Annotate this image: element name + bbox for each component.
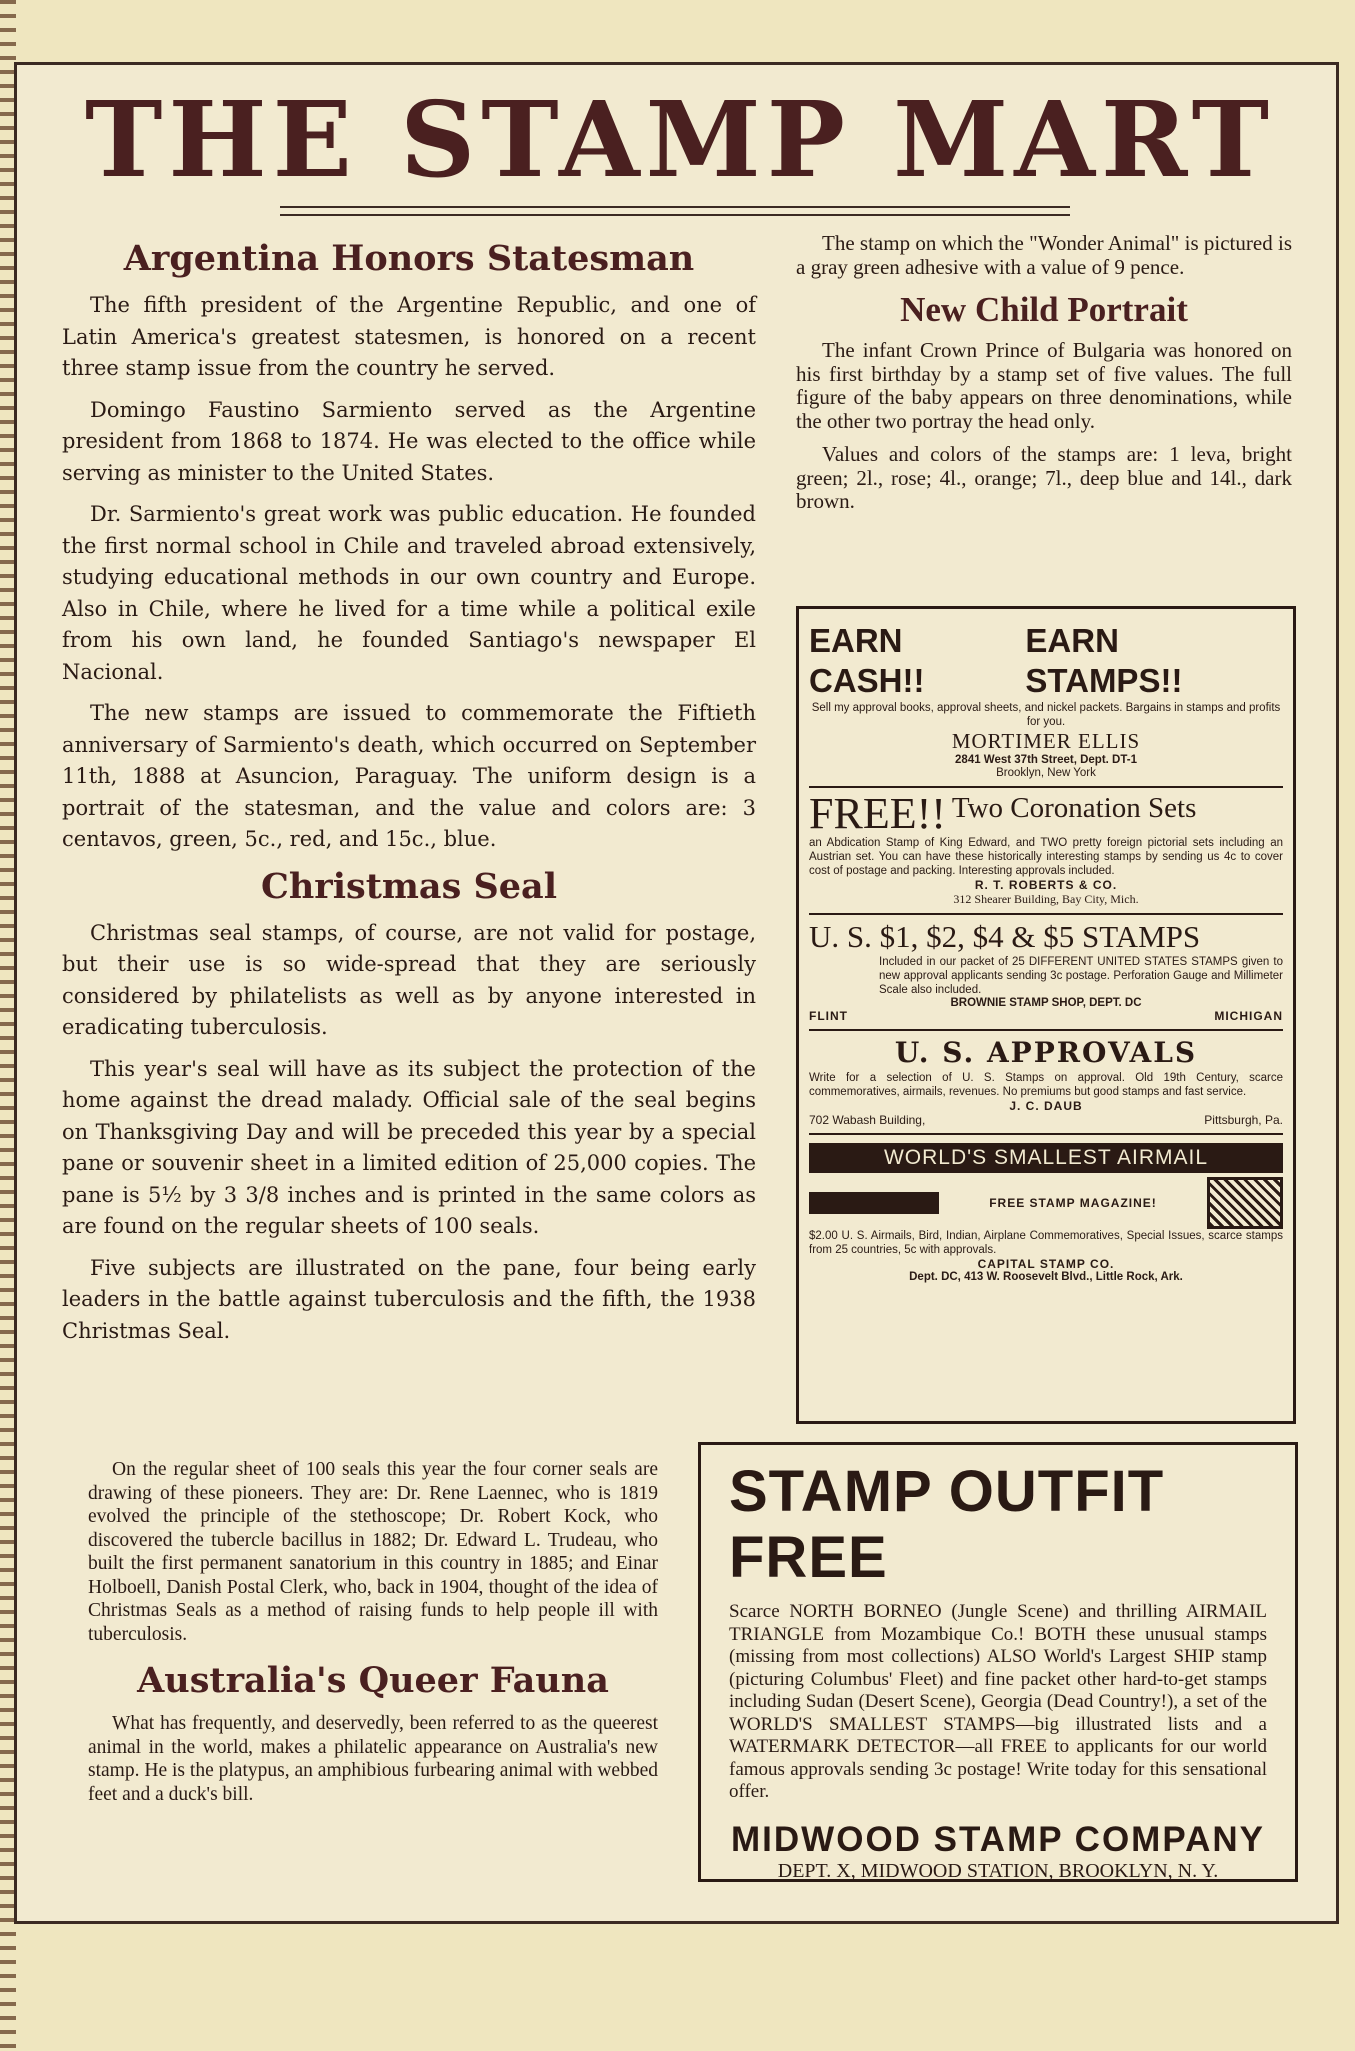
ad-brownie-city-left: FLINT — [809, 1009, 848, 1023]
australia-heading: Australia's Queer Fauna — [137, 1660, 609, 1701]
ad-daub-address-right: Pittsburgh, Pa. — [1204, 1113, 1283, 1127]
ad-roberts — [809, 788, 1283, 915]
ad-ellis-city: Brooklyn, New York — [996, 767, 1096, 779]
ad-roberts-title: Two Coronation Sets — [951, 792, 1197, 824]
christmas-paragraph: This year's seal will have as its subject the protection of the home against the dread malady. Official sale of the seal begins on Thanksgiving Day and will be preceded this year by a special pane or souvenir sheet in a limited edition of 25,000 copies. The pane is 5½ by 3 3/8 inches and is printed in the same colors as are found on the regular sheets of 100 seals. — [62, 1056, 756, 1238]
outfit-title: STAMP OUTFIT FREE — [729, 1459, 1165, 1590]
ad-daub-name: J. C. DAUB — [1009, 1099, 1083, 1113]
ad-ellis-name: MORTIMER ELLIS — [951, 729, 1141, 753]
child-portrait-paragraph: Values and colors of the stamps are: 1 leva, bright green; 2l., rose; 4l., orange; 7l., deep blue and 14l., dark brown. — [796, 442, 1292, 513]
ad-daub-head: U. S. APPROVALS — [894, 1036, 1198, 1069]
christmas-paragraph: Christmas seal stamps, of course, are not valid for postage, but their use is so wide-spread that they are seriously considered by philatelists as well as by anyone interested in eradicating tuberculosis. — [62, 920, 756, 1039]
airmail-plane-icon — [809, 1192, 939, 1214]
right-column — [796, 232, 1292, 524]
argentina-heading: Argentina Honors Statesman — [123, 238, 695, 279]
ad-brownie-name: BROWNIE STAMP SHOP, DEPT. DC — [950, 997, 1142, 1009]
child-portrait-heading: New Child Portrait — [900, 290, 1188, 329]
masthead-rule — [280, 206, 1070, 216]
ad-daub — [809, 1031, 1283, 1135]
ad-brownie — [809, 915, 1283, 1031]
ad-brownie-head: U. S. $1, $2, $4 & $5 STAMPS — [809, 919, 1201, 954]
ad-capital-name: CAPITAL STAMP CO. — [977, 1257, 1115, 1271]
argentina-paragraph: The new stamps are issued to commemorate the Fiftieth anniversary of Sarmiento's death, which occurred on September 11th, 1888 at Asuncion, Paraguay. The uniform design is a portrait of the statesman, and the value and colors are: 3 centavos, green, 5c., red, and 15c., blue. — [62, 701, 756, 851]
argentina-paragraph: Dr. Sarmiento's great work was public education. He founded the first normal school in Chile and traveled abroad extensively, studying educational methods in our own country and Europe. Also in Chile, where he lived for a time while a political exile from his own land, he founded Santiago's newspaper El Nacional. — [62, 502, 756, 684]
argentina-paragraph: Domingo Faustino Sarmiento served as the Argentine president from 1868 to 1874. He was elected to the office while serving as minister to the United States. — [62, 397, 756, 485]
left-lower-column — [88, 1458, 658, 1812]
pioneers-paragraph: On the regular sheet of 100 seals this year the four corner seals are drawing of these pioneers. They are: Dr. Rene Laennec, who is 1819 evolved the principle of the stethoscope; Dr. Robert Kock, who discovered the tubercle bacillus in 1882; Dr. Edward L. Trudeau, who built the first permanent sanatorium in this country in 1885; and Einar Holboell, Danish Postal Clerk, who, back in 1904, thought of the idea of Christmas Seals as a method of raising funds to help people ill with tuberculosis. — [88, 1459, 658, 1645]
ad-mortimer-ellis — [809, 617, 1283, 788]
ad-ellis-head-right: EARN STAMPS!! — [1025, 622, 1183, 699]
christmas-paragraph: Five subjects are illustrated on the pane, four being early leaders in the battle against tuberculosis and the fifth, the 1938 Christmas Seal. — [62, 1255, 756, 1343]
ad-roberts-address: 312 Shearer Building, Bay City, Mich. — [953, 892, 1139, 906]
ad-capital-magazine: FREE STAMP MAGAZINE! — [989, 1196, 1157, 1210]
ad-roberts-body: an Abdication Stamp of King Edward, and TWO pretty foreign pictorial sets including an Austrian set. You can have these historically interesting stamps by sending us 4c to cover cost of postage and packing. Interesting approvals included. — [809, 837, 1283, 877]
christmas-heading: Christmas Seal — [260, 865, 558, 907]
masthead-title: THE STAMP MART — [85, 78, 1275, 201]
ad-daub-body: Write for a selection of U. S. Stamps on approval. Old 19th Century, scarce commemoratives, airmails, revenues. No premiums but good stamps and fast service. — [809, 1072, 1283, 1098]
child-portrait-paragraph: The infant Crown Prince of Bulgaria was honored on his first birthday by a stamp set of five values. The full figure of the baby appears on three denominations, while the other two portray the head only. — [796, 338, 1292, 433]
argentina-paragraph: The fifth president of the Argentine Republic, and one of Latin America's greatest statesmen, is honored on a recent three stamp issue from the country he served. — [62, 293, 756, 380]
ad-roberts-free: FREE!! — [809, 789, 946, 838]
ad-stamp-outfit-free — [698, 1442, 1298, 1882]
outfit-company: MIDWOOD STAMP COMPANY — [731, 1819, 1265, 1859]
left-column — [62, 232, 756, 1357]
ad-capital-banner: WORLD'S SMALLEST AIRMAIL — [809, 1143, 1283, 1173]
outfit-address: DEPT. X, MIDWOOD STATION, BROOKLYN, N. Y. — [777, 1859, 1219, 1882]
ad-capital-body: $2.00 U. S. Airmails, Bird, Indian, Airplane Commemoratives, Special Issues, scarce stamps from 25 countries, 5c with approvals. — [809, 1230, 1283, 1256]
ad-ellis-address: 2841 West 37th Street, Dept. DT-1 — [955, 754, 1137, 766]
ad-ellis-body: Sell my approval books, approval sheets, and nickel packets. Bargains in stamps and profits for you. — [811, 702, 1281, 728]
ad-brownie-city-right: MICHIGAN — [1214, 1009, 1283, 1023]
airmail-stamp-icon — [1207, 1177, 1283, 1229]
ad-brownie-body: Included in our packet of 25 DIFFERENT UNITED STATES STAMPS given to new approval applicants sending 3c postage. Perforation Gauge and Millimeter Scale also included. — [879, 956, 1283, 996]
classified-ads-box — [796, 606, 1296, 1424]
ad-capital — [809, 1135, 1283, 1289]
wonder-animal-paragraph: The stamp on which the "Wonder Animal" is pictured is a gray green adhesive with a value of 9 pence. — [796, 231, 1292, 279]
ad-daub-address-left: 702 Wabash Building, — [809, 1113, 926, 1127]
ad-capital-address: Dept. DC, 413 W. Roosevelt Blvd., Little Rock, Ark. — [909, 1271, 1183, 1283]
ad-roberts-name: R. T. ROBERTS & CO. — [974, 878, 1118, 892]
outfit-body: Scarce NORTH BORNEO (Jungle Scene) and thrilling AIRMAIL TRIANGLE from Mozambique Co.! BOTH these unusual stamps (missing from most collections) ALSO World's Largest SHIP stamp (picturing Columbus' Fleet) and fine packet other hard-to-get stamps including Sudan (Desert Scene), Georgia (Dead Country!), a set of the WORLD'S SMALLEST STAMPS—big illustrated lists and a WATERMARK DETECTOR—all FREE to applicants for our world famous approvals sending 3c postage! Write today for this sensational offer. — [729, 1601, 1267, 1802]
australia-paragraph: What has frequently, and deservedly, been referred to as the queerest animal in the world, makes a philatelic appearance on Australia's new stamp. He is the platypus, an amphibious furbearing animal with webbed feet and a duck's bill. — [88, 1713, 658, 1805]
ad-ellis-head-left: EARN CASH!! — [809, 622, 925, 699]
